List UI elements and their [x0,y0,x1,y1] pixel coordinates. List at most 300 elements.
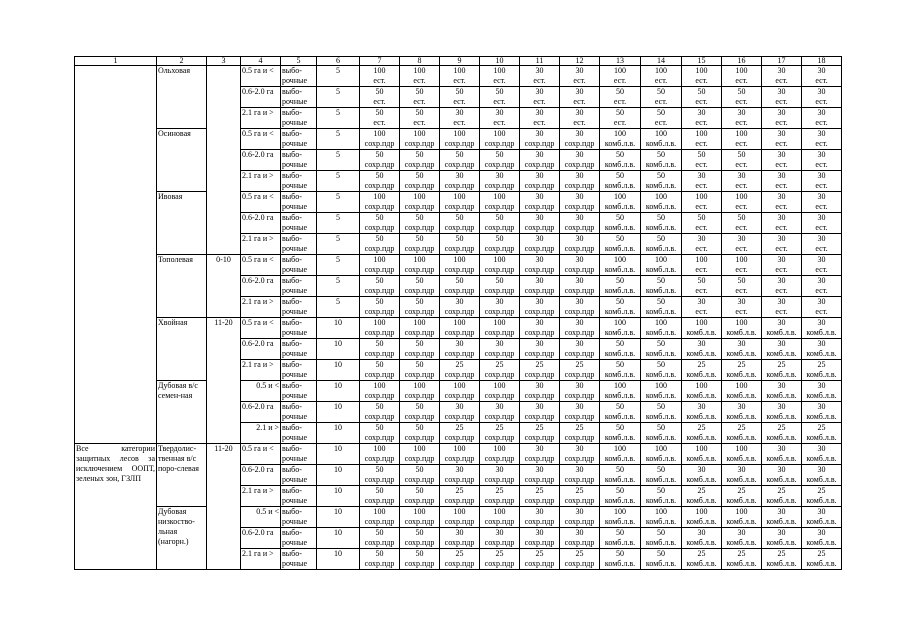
percent-value: 30 [535,318,544,327]
percent-value: 25 [737,360,746,369]
percent-value: 30 [817,297,826,306]
value-cell-col-15 [682,213,722,234]
regeneration-method: ест. [695,286,708,295]
percent-value: 30 [575,381,584,390]
value-cell-col-18 [802,549,842,570]
regeneration-method: ест. [815,265,828,274]
regeneration-method: сохр.пдр [444,244,475,253]
percent-value: 30 [777,465,786,474]
regeneration-method: комб.л.в. [806,475,837,484]
percent-value: 50 [455,87,464,96]
cut-area-cell: 2.1 га и > [241,297,281,318]
value-cell-col-16 [722,276,762,297]
value-cell-col-12 [560,66,600,87]
percent-value: 50 [375,234,384,243]
felling-type-line-2: рочные [282,496,308,505]
percent-value: 30 [777,402,786,411]
regeneration-method: комб.л.в. [686,328,717,337]
felling-type-cell [281,66,317,87]
regeneration-method: сохр.пдр [484,139,515,148]
value-cell-col-16 [722,171,762,192]
regeneration-method: сохр.пдр [404,139,435,148]
regeneration-method: ест. [735,139,748,148]
regeneration-method: комб.л.в. [645,139,677,148]
value-cell-col-11 [520,528,560,549]
regeneration-method: сохр.пдр [564,412,595,421]
felling-type-line-2: рочные [282,538,308,547]
cut-area-cell: 2.1 га и > [241,234,281,255]
value-cell-col-10 [480,87,520,108]
value-cell-col-10 [480,360,520,381]
percent-value: 100 [493,192,506,201]
regeneration-method: сохр.пдр [564,160,595,169]
regeneration-method: сохр.пдр [564,286,595,295]
regeneration-method: ест. [775,97,788,106]
percent-value: 100 [373,444,386,453]
regeneration-method: сохр.пдр [444,265,475,274]
percent-value: 25 [697,423,706,432]
percent-value: 100 [614,507,626,516]
percent-value: 100 [655,507,667,516]
value-cell-col-17 [762,423,802,444]
percent-value: 100 [614,129,626,138]
cut-area-cell: 0.5 га и < [241,66,281,87]
value-cell-col-12 [560,423,600,444]
percent-value: 100 [735,66,748,75]
value-cell-col-14 [641,87,682,108]
value-cell-col-11 [520,381,560,402]
value-cell-col-8 [400,528,440,549]
regeneration-method: ест. [775,181,788,190]
regeneration-method: комб.л.в. [645,412,677,421]
regeneration-method: ест. [695,160,708,169]
percent-value: 100 [695,192,708,201]
percent-value: 50 [415,423,424,432]
value-cell-col-12 [560,129,600,150]
regeneration-method: комб.л.в. [645,454,677,463]
percent-value: 30 [817,150,826,159]
age-class-cell: 11-20 [207,444,241,570]
value-cell-col-16 [722,360,762,381]
regeneration-method: сохр.пдр [524,265,555,274]
cut-area-cell: 2.1 га и > [241,486,281,507]
period-cell: 10 [317,528,360,549]
value-cell-col-14 [641,444,682,465]
table-row [75,66,842,87]
value-cell-col-16 [722,66,762,87]
period-cell: 5 [317,87,360,108]
regeneration-method: комб.л.в. [686,433,717,442]
percent-value: 30 [455,108,464,117]
column-number-16: 16 [722,57,762,66]
regeneration-method: комб.л.в. [726,538,757,547]
felling-type-line-1: выбо- [282,318,302,327]
value-cell-col-14 [641,507,682,528]
value-cell-col-16 [722,192,762,213]
regeneration-method: сохр.пдр [524,559,555,568]
value-cell-col-14 [641,423,682,444]
percent-value: 50 [415,171,424,180]
percent-value: 25 [535,486,544,495]
table-row [75,318,842,339]
regeneration-method: сохр.пдр [524,496,555,505]
regeneration-method: сохр.пдр [404,181,435,190]
percent-value: 30 [777,213,786,222]
percent-value: 25 [777,486,786,495]
regeneration-method: ест. [775,244,788,253]
percent-value: 30 [535,171,544,180]
value-cell-col-10 [480,381,520,402]
regeneration-method: сохр.пдр [364,496,395,505]
felling-type-line-1: выбо- [282,129,302,138]
column-number-row [75,57,842,66]
regeneration-method: ест. [573,76,586,85]
species-cell: Дубовая низкоство-льная (нагорн.) [157,507,207,570]
percent-value: 50 [415,549,424,558]
percent-value: 25 [495,423,504,432]
percent-value: 50 [657,423,665,432]
value-cell-col-15 [682,486,722,507]
regeneration-method: комб.л.в. [604,496,636,505]
regeneration-method: сохр.пдр [364,181,395,190]
period-cell: 5 [317,213,360,234]
felling-type-cell [281,87,317,108]
percent-value: 50 [375,276,384,285]
regeneration-method: ест. [815,307,828,316]
period-cell: 10 [317,549,360,570]
percent-value: 30 [575,507,584,516]
regeneration-method: комб.л.в. [726,328,757,337]
regeneration-method: комб.л.в. [604,370,636,379]
regeneration-method: комб.л.в. [604,265,636,274]
regeneration-method: сохр.пдр [484,538,515,547]
period-cell: 10 [317,423,360,444]
regeneration-method: ест. [695,118,708,127]
value-cell-col-14 [641,402,682,423]
felling-type-line-1: выбо- [282,465,302,474]
regeneration-method: ест. [533,97,546,106]
percent-value: 30 [455,528,464,537]
percent-value: 30 [737,234,746,243]
regeneration-method: комб.л.в. [645,559,677,568]
felling-type-line-1: выбо- [282,381,302,390]
age-class-cell [207,66,241,255]
value-cell-col-16 [722,318,762,339]
percent-value: 100 [614,255,626,264]
percent-value: 50 [415,276,424,285]
value-cell-col-11 [520,234,560,255]
regeneration-method: комб.л.в. [604,412,636,421]
percent-value: 25 [535,360,544,369]
document-page [74,56,841,570]
regeneration-method: комб.л.в. [686,349,717,358]
value-cell-col-18 [802,150,842,171]
felling-type-line-1: выбо- [282,150,302,159]
period-cell: 5 [317,129,360,150]
regeneration-method: ест. [775,265,788,274]
value-cell-col-10 [480,255,520,276]
percent-value: 100 [373,507,386,516]
cut-area-cell: 0.6-2.0 га [241,339,281,360]
regeneration-method: комб.л.в. [766,517,797,526]
percent-value: 30 [737,402,746,411]
regeneration-method: ест. [815,286,828,295]
regeneration-method: ест. [695,139,708,148]
value-cell-col-13 [600,297,641,318]
regeneration-method: сохр.пдр [404,202,435,211]
regeneration-method: сохр.пдр [404,559,435,568]
regeneration-method: сохр.пдр [444,412,475,421]
regeneration-method: комб.л.в. [686,517,717,526]
percent-value: 50 [616,150,624,159]
value-cell-col-18 [802,87,842,108]
value-cell-col-9 [440,255,480,276]
regeneration-method: сохр.пдр [404,475,435,484]
percent-value: 30 [817,255,826,264]
percent-value: 30 [495,297,504,306]
percent-value: 25 [575,423,584,432]
regeneration-method: ест. [815,181,828,190]
value-cell-col-17 [762,150,802,171]
regeneration-method: сохр.пдр [484,265,515,274]
regeneration-method: комб.л.в. [645,370,677,379]
value-cell-col-18 [802,423,842,444]
percent-value: 30 [575,276,584,285]
percent-value: 25 [697,549,706,558]
percent-value: 30 [697,528,706,537]
percent-value: 30 [535,87,544,96]
value-cell-col-15 [682,66,722,87]
value-cell-col-9 [440,486,480,507]
period-cell: 5 [317,108,360,129]
regeneration-method: комб.л.в. [604,349,636,358]
regeneration-method: ест. [695,181,708,190]
regeneration-method: комб.л.в. [604,454,636,463]
percent-value: 50 [697,87,706,96]
value-cell-col-9 [440,108,480,129]
percent-value: 30 [535,297,544,306]
felling-type-line-1: выбо- [282,339,302,348]
felling-type-line-1: выбо- [282,234,302,243]
percent-value: 30 [777,381,786,390]
regeneration-method: ест. [654,118,668,127]
regeneration-method: комб.л.в. [726,433,757,442]
felling-type-cell [281,465,317,486]
felling-type-line-1: выбо- [282,528,302,537]
value-cell-col-9 [440,528,480,549]
felling-type-line-2: рочные [282,118,308,127]
percent-value: 30 [575,108,584,117]
value-cell-col-11 [520,213,560,234]
regeneration-method: сохр.пдр [564,265,595,274]
percent-value: 25 [777,360,786,369]
regeneration-method: ест. [533,118,546,127]
value-cell-col-14 [641,192,682,213]
value-cell-col-15 [682,465,722,486]
value-cell-col-17 [762,507,802,528]
felling-type-line-1: выбо- [282,297,302,306]
percent-value: 25 [535,549,544,558]
percent-value: 50 [737,213,746,222]
regeneration-method: сохр.пдр [524,391,555,400]
percent-value: 50 [495,234,504,243]
percent-value: 30 [817,213,826,222]
column-number-18: 18 [802,57,842,66]
cut-area-cell: 0.5 га и < [241,129,281,150]
percent-value: 100 [735,192,748,201]
percent-value: 30 [817,87,826,96]
value-cell-col-15 [682,255,722,276]
regeneration-method: комб.л.в. [604,328,636,337]
felling-type-cell [281,549,317,570]
percent-value: 100 [453,507,466,516]
value-cell-col-13 [600,171,641,192]
regeneration-method: сохр.пдр [404,412,435,421]
regeneration-method: комб.л.в. [604,244,636,253]
felling-type-line-1: выбо- [282,486,302,495]
percent-value: 100 [453,444,466,453]
percent-value: 50 [657,213,665,222]
regeneration-method: сохр.пдр [444,349,475,358]
regeneration-method: комб.л.в. [645,244,677,253]
cut-area-cell: 0.6-2.0 га [241,87,281,108]
regeneration-method: сохр.пдр [364,349,395,358]
value-cell-col-7 [360,213,400,234]
value-cell-col-10 [480,465,520,486]
value-cell-col-9 [440,507,480,528]
regeneration-method: сохр.пдр [484,349,515,358]
regeneration-method: сохр.пдр [404,370,435,379]
value-cell-col-14 [641,108,682,129]
percent-value: 100 [373,381,386,390]
regeneration-method: комб.л.в. [726,454,757,463]
regeneration-method: сохр.пдр [444,181,475,190]
felling-type-cell [281,297,317,318]
regeneration-method: сохр.пдр [564,475,595,484]
percent-value: 30 [575,192,584,201]
regeneration-method: ест. [413,97,426,106]
regeneration-method: сохр.пдр [404,307,435,316]
percent-value: 30 [535,507,544,516]
value-cell-col-14 [641,549,682,570]
percent-value: 100 [373,318,386,327]
period-cell: 10 [317,465,360,486]
value-cell-col-13 [600,507,641,528]
value-cell-col-16 [722,528,762,549]
percent-value: 30 [777,171,786,180]
percent-value: 30 [817,339,826,348]
percent-value: 50 [495,276,504,285]
regeneration-method: комб.л.в. [645,265,677,274]
value-cell-col-8 [400,276,440,297]
percent-value: 30 [575,234,584,243]
regeneration-method: сохр.пдр [564,433,595,442]
value-cell-col-11 [520,150,560,171]
value-cell-col-7 [360,150,400,171]
value-cell-col-15 [682,507,722,528]
value-cell-col-14 [641,213,682,234]
regeneration-method: сохр.пдр [364,454,395,463]
percent-value: 30 [575,129,584,138]
felling-type-line-2: рочные [282,328,308,337]
regeneration-method: сохр.пдр [484,160,515,169]
regeneration-method: комб.л.в. [686,559,717,568]
percent-value: 50 [657,339,665,348]
value-cell-col-11 [520,465,560,486]
value-cell-col-12 [560,486,600,507]
value-cell-col-17 [762,549,802,570]
percent-value: 50 [375,108,384,117]
percent-value: 50 [616,108,624,117]
regeneration-method: сохр.пдр [564,328,595,337]
value-cell-col-13 [600,528,641,549]
period-cell: 10 [317,486,360,507]
felling-type-line-2: рочные [282,454,308,463]
percent-value: 30 [777,339,786,348]
regeneration-method: ест. [815,244,828,253]
value-cell-col-13 [600,402,641,423]
percent-value: 30 [535,255,544,264]
percent-value: 30 [535,66,544,75]
percent-value: 100 [453,381,466,390]
regeneration-method: сохр.пдр [564,370,595,379]
percent-value: 30 [817,318,826,327]
felling-type-line-1: выбо- [282,402,302,411]
age-class-cell: 11-20 [207,318,241,444]
percent-value: 100 [695,381,708,390]
percent-value: 30 [777,507,786,516]
value-cell-col-9 [440,87,480,108]
regeneration-method: сохр.пдр [524,475,555,484]
percent-value: 100 [453,318,466,327]
percent-value: 100 [735,129,748,138]
percent-value: 30 [575,318,584,327]
regeneration-method: ест. [815,76,828,85]
regeneration-method: сохр.пдр [524,139,555,148]
regeneration-method: сохр.пдр [444,307,475,316]
regeneration-method: сохр.пдр [444,370,475,379]
regeneration-method: ест. [815,223,828,232]
percent-value: 25 [575,486,584,495]
value-cell-col-15 [682,423,722,444]
value-cell-col-13 [600,213,641,234]
percent-value: 30 [817,66,826,75]
regeneration-method: сохр.пдр [364,286,395,295]
cut-area-cell: 0.5 га и < [241,255,281,276]
value-cell-col-9 [440,129,480,150]
regeneration-method: комб.л.в. [766,433,797,442]
value-cell-col-16 [722,87,762,108]
regeneration-method: комб.л.в. [726,517,757,526]
percent-value: 100 [695,255,708,264]
regeneration-method: ест. [493,118,506,127]
felling-type-line-1: выбо- [282,192,302,201]
percent-value: 30 [535,465,544,474]
value-cell-col-13 [600,66,641,87]
regeneration-method: ест. [735,118,748,127]
regeneration-method: комб.л.в. [645,475,677,484]
period-cell: 10 [317,381,360,402]
regeneration-method: сохр.пдр [364,412,395,421]
regeneration-method: ест. [573,118,586,127]
regeneration-method: комб.л.в. [645,538,677,547]
regeneration-method: ест. [613,97,627,106]
felling-type-line-2: рочные [282,181,308,190]
regeneration-method: сохр.пдр [524,454,555,463]
percent-value: 30 [455,171,464,180]
percent-value: 30 [697,297,706,306]
regeneration-method: сохр.пдр [564,223,595,232]
